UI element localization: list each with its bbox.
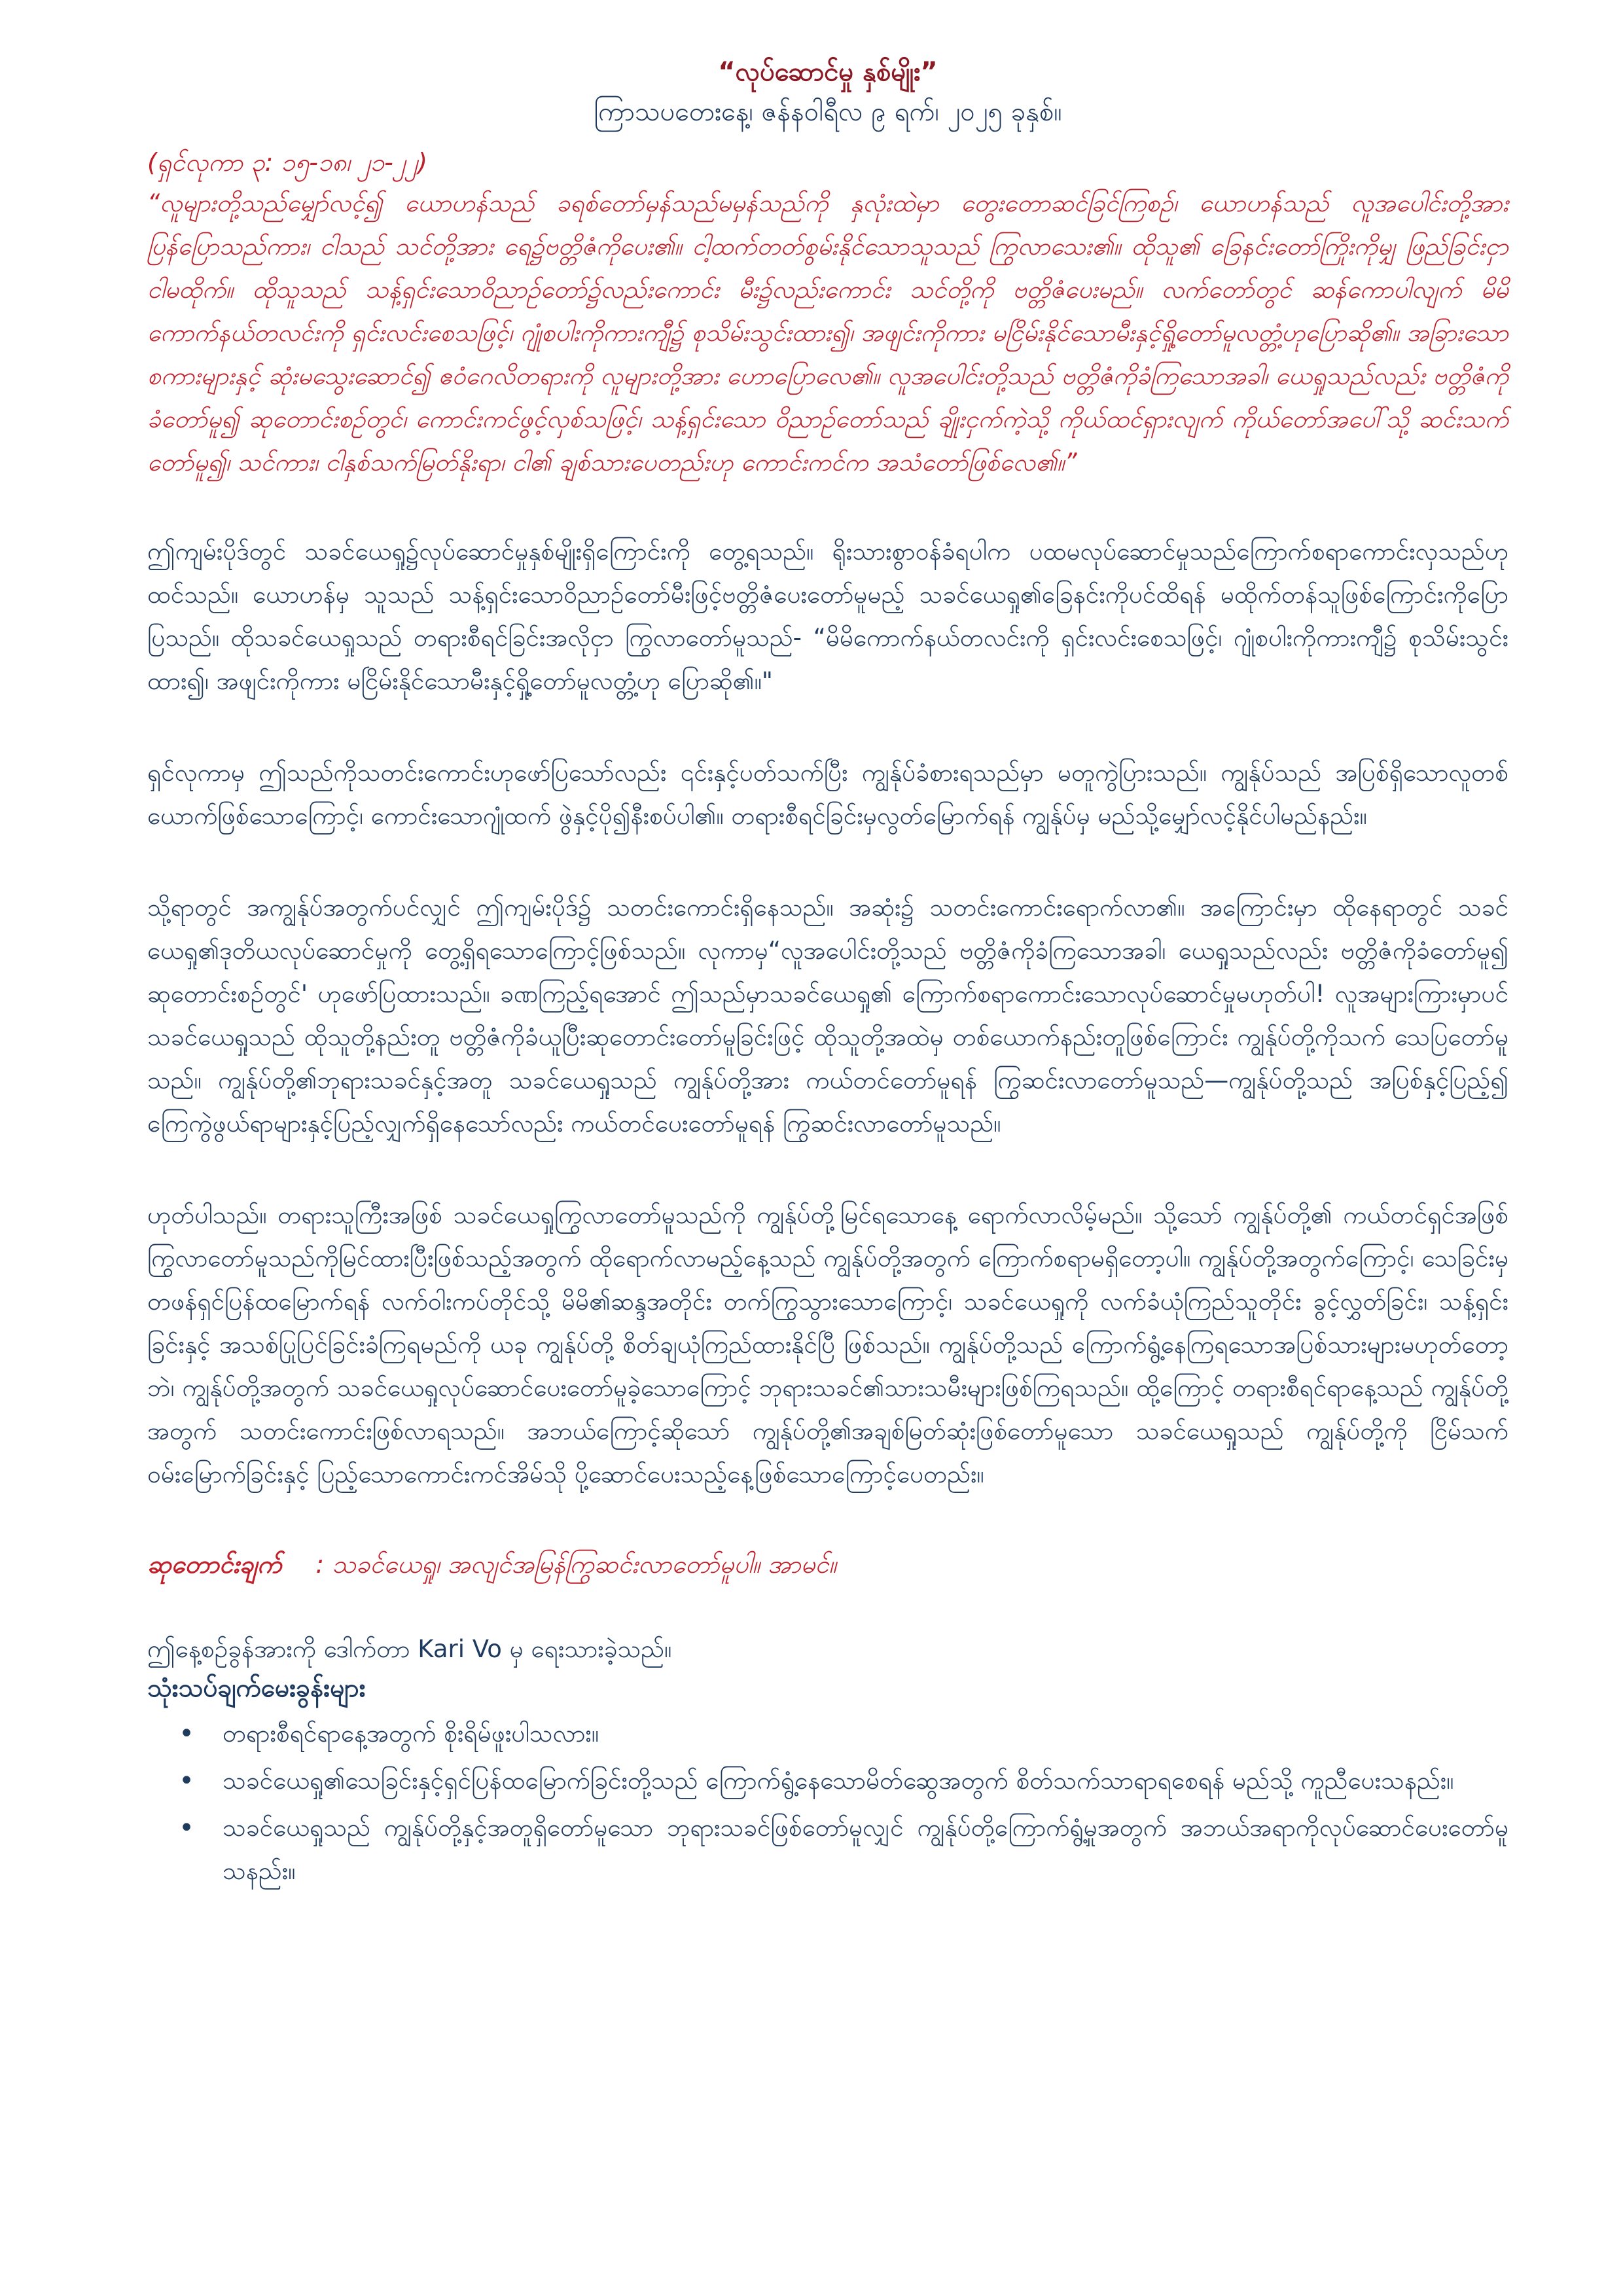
body-paragraph-3: သို့ရာတွင် အကျွန်ုပ်အတွက်ပင်လျှင် ဤကျမ်းပိုဒ်၌ သတင်းကောင်းရှိနေသည်။ အဆုံး၌ သတင်းကောင်းရောက်လာ၏။ အကြောင်းမှာ ထိုနေရာတွင် သခင်ယေရှု၏ဒုတိယလုပ်ဆောင်မှုကို တွေ့ရှိရသောကြောင့်ဖြစ်သည်။ လုကာမှ“လူအပေါင်းတို့သည် ဗတ္တိဇံကိုခံကြသောအခါ၊ ယေရှုသည်လည်း ဗတ္တိဇံကိုခံတော်မူ၍ ဆုတောင်းစဉ်တွင်' ဟုဖော်ပြထားသည်။ ခဏကြည့်ရအောင် ဤသည်မှာသခင်ယေရှု၏ ကြောက်စရာကောင်းသောလုပ်ဆောင်မှုမဟုတ်ပါ! လူအများကြားမှာပင် သခင်ယေရှုသည် ထိုသူတို့နည်းတူ ဗတ္တိဇံကိုခံယူပြီးဆုတောင်းတော်မူခြင်းဖြင့် ထိုသူတို့အထဲမှ တစ်ယောက်နည်းတူဖြစ်ကြောင်း ကျွန်ုပ်တို့ကိုသက် သေပြတော်မူသည်။ ကျွန်ုပ်တို့၏ဘုရားသခင်နှင့်အတူ သခင်ယေရှုသည် ကျွန်ုပ်တို့အား ကယ်တင်တော်မူရန် ကြွဆင်းလာတော်မူသည်—ကျွန်ုပ်တို့သည် အပြစ်နှင့်ပြည့်၍ ကြေကွဲဖွယ်ရာများနှင့်ပြည့်လျှက်ရှိနေသော်လည်း ကယ်တင်ပေးတော်မူရန် ကြွဆင်းလာတော်မူသည်။ xyxy=(147,893,1508,1138)
body-paragraph-1: ဤကျမ်းပိုဒ်တွင် သခင်ယေရှု၌လုပ်ဆောင်မှုနှစ်မျိုးရှိကြောင်းကို တွေ့ရသည်။ ရိုးသားစွာဝန်ခံရပါက ပထမလုပ်ဆောင်မှုသည်ကြောက်စရာကောင်းလှသည်ဟု ထင်သည်။ ယောဟန်မှ သူသည် သန့်ရှင်းသောဝိညာဉ်တော်မီးဖြင့်ဗတ္တိဇံပေးတော်မူမည့် သခင်ယေရှု၏ခြေနင်းကိုပင်ထိရန် မထိုက်တန်သူဖြစ်ကြောင်းကိုပြောပြသည်။ ထိုသခင်ယေရှုသည် တရားစီရင်ခြင်းအလိုငှာ ကြွလာတော်မူသည်- “မိမိကောက်နယ်တလင်းကို ရှင်းလင်းစေသဖြင့်၊ ဂျုံစပါးကိုကားကျီ၌ စုသိမ်းသွင်းထား၍၊ အဖျင်းကိုကား မငြိမ်းနိုင်သောမီးနှင့်ရှို့တော်မူလတ္တံ့ဟု ပြောဆို၏။" xyxy=(147,537,1508,695)
page-content xyxy=(147,52,1508,1897)
prayer xyxy=(147,1545,1508,1584)
question-item xyxy=(147,1712,1508,1755)
bullet-icon: • xyxy=(179,1719,194,1749)
question-text: သခင်ယေရှုသည် ကျွန်ုပ်တို့နှင့်အတူရှိတော်မူသော ဘုရားသခင်ဖြစ်တော်မူလျှင် ကျွန်ုပ်တို့ကြောက်ရွံ့မှုအတွက် အဘယ်အရာကိုလုပ်ဆောင်ပေးတော်မူသနည်း။ xyxy=(223,1814,1508,1885)
question-item xyxy=(147,1759,1508,1803)
questions-list xyxy=(147,1712,1508,1893)
question-item xyxy=(147,1806,1508,1893)
scripture-text: “လူများတို့သည်မျှော်လင့်၍ ယောဟန်သည် ခရစ်တော်မှန်သည်မမှန်သည်ကို နှလုံးထဲမှာ တွေးတောဆင်ခြင်ကြစဉ်၊ ယောဟန်သည် လူအပေါင်းတို့အား ပြန်ပြောသည်ကား၊ ငါသည် သင်တို့အား ရေ၌ဗတ္တိဇံကိုပေး၏။ ငါ့ထက်တတ်စွမ်းနိုင်သောသူသည် ကြွလာသေး၏။ ထိုသူ၏ ခြေနင်းတော်ကြိုးကိုမျှ ဖြည်ခြင်းငှာ ငါမထိုက်။ ထိုသူသည် သန့်ရှင်းသောဝိညာဉ်တော်၌လည်းကောင်း မီး၌လည်းကောင်း သင်တို့ကို ဗတ္တိဇံပေးမည်။ လက်တော်တွင် ဆန်ကောပါလျက် မိမိကောက်နယ်တလင်းကို ရှင်းလင်းစေသဖြင့်၊ ဂျုံစပါးကိုကားကျီ၌ စုသိမ်းသွင်းထား၍၊ အဖျင်းကိုကား မငြိမ်းနိုင်သောမီးနှင့်ရှို့တော်မူလတ္တံ့ဟုပြောဆို၏။ အခြားသောစကားများနှင့် ဆုံးမသွေးဆောင်၍ ဧဝံဂေလိတရားကို လူများတို့အား ဟောပြောလေ၏။ လူအပေါင်းတို့သည် ဗတ္တိဇံကိုခံကြသောအခါ၊ ယေရှုသည်လည်း ဗတ္တိဇံကိုခံတော်မူ၍ ဆုတောင်းစဉ်တွင်၊ ကောင်းကင်ဖွင့်လှစ်သဖြင့်၊ သန့်ရှင်းသော ဝိညာဉ်တော်သည် ချိုးငှက်ကဲ့သို့ ကိုယ်ထင်ရှားလျက် ကိုယ်တော်အပေါ်သို့ ဆင်းသက်တော်မူ၍၊ သင်ကား၊ ငါနှစ်သက်မြတ်နိုးရာ၊ ငါ၏ ချစ်သားပေတည်းဟု ကောင်းကင်က အသံတော်ဖြစ်လေ၏။” xyxy=(147,189,1508,476)
questions-heading: သုံးသပ်ချက်မေးခွန်းများ xyxy=(147,1674,366,1703)
body-paragraph-2: ရှင်လုကာမှ ဤသည်ကိုသတင်းကောင်းဟုဖော်ပြသော်လည်း ၎င်းနှင့်ပတ်သက်ပြီး ကျွန်ုပ်ခံစားရသည်မှာ မတူကွဲပြားသည်။ ကျွန်ုပ်သည် အပြစ်ရှိသောလူတစ်ယောက်ဖြစ်သောကြောင့်၊ ကောင်းသောဂျုံထက် ဖွဲနှင့်ပို၍နီးစပ်ပါ၏။ တရားစီရင်ခြင်းမှလွတ်မြောက်ရန် ကျွန်ုပ်မှ မည်သို့မျှော်လင့်နိုင်ပါမည်နည်း။ xyxy=(147,759,1508,830)
question-text: တရားစီရင်ရာနေ့အတွက် စိုးရိမ်ဖူးပါသလား။ xyxy=(223,1719,599,1748)
bullet-icon: • xyxy=(179,1766,194,1796)
scripture-reference: (ရှင်လုကာ ၃: ၁၅-၁၈၊ ၂၁-၂၂) xyxy=(147,148,428,177)
author-credit: ဤနေ့စဉ်ခွန်အားကို ဒေါက်တာ Kari Vo မှ ရေးသားခဲ့သည်။ xyxy=(147,1635,672,1663)
body-paragraph-4: ဟုတ်ပါသည်။ တရားသူကြီးအဖြစ် သခင်ယေရှုကြွလာတော်မူသည်ကို ကျွန်ုပ်တို့မြင်ရသောနေ့ ရောက်လာလိမ့်မည်။ သို့သော် ကျွန်ုပ်တို့၏ ကယ်တင်ရှင်အဖြစ် ကြွလာတော်မူသည်ကိုမြင်ထားပြီးဖြစ်သည့်အတွက် ထိုရောက်လာမည့်နေ့သည် ကျွန်ုပ်တို့အတွက် ကြောက်စရာမရှိတော့ပါ။ ကျွန်ုပ်တို့အတွက်ကြောင့်၊ သေခြင်းမှတဖန်ရှင်ပြန်ထမြောက်ရန် လက်ဝါးကပ်တိုင်သို့ မိမိ၏ဆန္ဒအတိုင်း တက်ကြွသွားသောကြောင့်၊ သခင်ယေရှုကို လက်ခံယုံကြည်သူတိုင်း ခွင့်လွှတ်ခြင်း၊ သန့်ရှင်းခြင်းနှင့် အသစ်ပြုပြင်ခြင်းခံကြရမည်ကို ယခု ကျွန်ုပ်တို့ စိတ်ချယုံကြည်ထားနိုင်ပြီ ဖြစ်သည်။ ကျွန်ုပ်တို့သည် ကြောက်ရွံ့နေကြရသောအပြစ်သားများမဟုတ်တော့ဘဲ၊ ကျွန်ုပ်တို့အတွက် သခင်ယေရှုလုပ်ဆောင်ပေးတော်မူခဲ့သောကြောင့် ဘုရားသခင်၏သားသမီးများဖြစ်ကြရသည်။ ထို့ကြောင့် တရားစီရင်ရာနေ့သည် ကျွန်ုပ်တို့အတွက် သတင်းကောင်းဖြစ်လာရသည်။ အဘယ်ကြောင့်ဆိုသော် ကျွန်ုပ်တို့၏အချစ်မြတ်ဆုံးဖြစ်တော်မူသော သခင်ယေရှုသည် ကျွန်ုပ်တို့ကို ငြိမ်သက်ဝမ်းမြောက်ခြင်းနှင့် ပြည့်သောကောင်းကင်အိမ်သို ပို့ဆောင်ပေးသည့်နေ့ဖြစ်သောကြောင့်ပေတည်း။ xyxy=(147,1201,1508,1488)
prayer-label: ဆုတောင်းချက် xyxy=(147,1550,282,1579)
prayer-text: : သခင်ယေရှု၊ အလျင်အမြန်ကြွဆင်းလာတော်မူပါ။ အာမင်။ xyxy=(315,1550,836,1579)
bullet-icon: • xyxy=(179,1813,194,1843)
date-line: ကြာသပတေးနေ့၊ ဇန်နဝါရီလ ၉ ရက်၊ ၂၀၂၅ ခုနှစ်။ xyxy=(594,97,1062,127)
question-text: သခင်ယေရှု၏သေခြင်းနှင့်ရှင်ပြန်ထမြောက်ခြင်းတို့သည် ကြောက်ရွံ့နေသောမိတ်ဆွေအတွက် စိတ်သက်သာရာရစေရန် မည်သို့ ကူညီပေးသနည်း။ xyxy=(223,1767,1454,1795)
page-title: “လုပ်ဆောင်မှု နှစ်မျိုး” xyxy=(718,57,938,87)
